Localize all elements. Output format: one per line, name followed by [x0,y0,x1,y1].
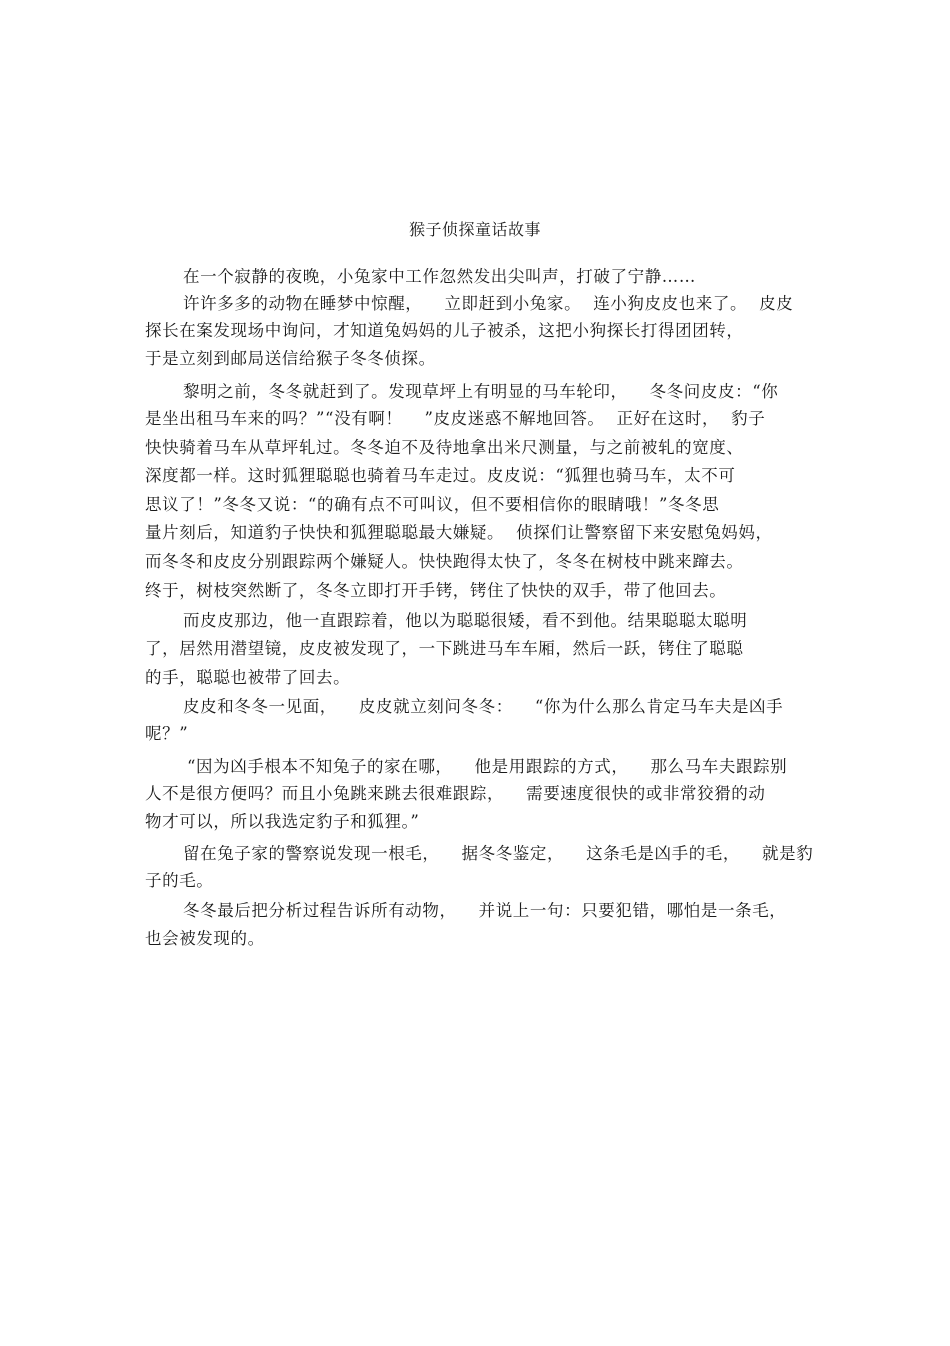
line-1: 在一个寂静的夜晚，小兔家中工作忽然发出尖叫声，打破了宁静…… [183,267,696,286]
line-9: 思议了！”冬冬又说：“的确有点不可叫议，但不要相信你的眼睛哦！”冬冬思 [145,495,720,514]
line-16: 皮皮和冬冬一见面， 皮皮就立刻问冬冬： “你为什么那么肯定马车夫是凶手 [183,697,784,716]
line-18: “因为凶手根本不知兔子的家在哪， 他是用跟踪的方式， 那么马车夫跟踪别 [187,757,788,776]
line-7: 快快骑着马车从草坪轧过。冬冬迫不及待地拿出米尺测量，与之前被轧的宽度、 [145,438,744,457]
line-8: 深度都一样。这时狐狸聪聪也骑着马车走过。皮皮说：“狐狸也骑马车，太不可 [145,466,736,485]
line-5: 黎明之前，冬冬就赶到了。发现草坪上有明显的马车轮印， 冬冬问皮皮：“你 [183,382,779,401]
line-2: 许许多多的动物在睡梦中惊醒， 立即赶到小兔家。 连小狗皮皮也来了。 皮皮 [183,294,794,313]
line-4: 于是立刻到邮局送信给猴子冬冬侦探。 [145,349,436,368]
line-12: 终于，树枝突然断了，冬冬立即打开手铐，铐住了快快的双手，带了他回去。 [145,581,727,600]
document-title: 猴子侦探童话故事 [408,220,541,239]
line-6: 是坐出租马车来的吗？”“没有啊！ ”皮皮迷惑不解地回答。 正好在这时， 豹子 [145,409,766,428]
line-3: 探长在案发现场中询问，才知道兔妈妈的儿子被杀，这把小狗探长打得团团转， [145,321,744,340]
line-24: 也会被发现的。 [145,929,265,948]
line-21: 留在兔子家的警察说发现一根毛， 据冬冬鉴定， 这条毛是凶手的毛， 就是豹 [183,844,814,863]
line-19: 人不是很方便吗？而且小兔跳来跳去很难跟踪， 需要速度很快的或非常狡猾的动 [145,784,766,803]
line-14: 了，居然用潜望镜，皮皮被发现了，一下跳进马车车厢，然后一跃，铐住了聪聪 [145,639,744,658]
line-22: 子的毛。 [145,871,214,890]
line-23: 冬冬最后把分析过程告诉所有动物， 并说上一句：只要犯错，哪怕是一条毛， [183,901,787,920]
line-15: 的手，聪聪也被带了回去。 [145,668,351,687]
line-10: 量片刻后，知道豹子快快和狐狸聪聪最大嫌疑。 侦探们让警察留下来安慰兔妈妈， [145,523,773,542]
line-20: 物才可以，所以我选定豹子和狐狸。” [145,812,420,831]
line-11: 而冬冬和皮皮分别跟踪两个嫌疑人。快快跑得太快了，冬冬在树枝中跳来蹿去。 [145,552,744,571]
line-17: 呢？” [145,724,189,743]
line-13: 而皮皮那边，他一直跟踪着，他以为聪聪很矮，看不到他。结果聪聪太聪明 [183,611,748,630]
